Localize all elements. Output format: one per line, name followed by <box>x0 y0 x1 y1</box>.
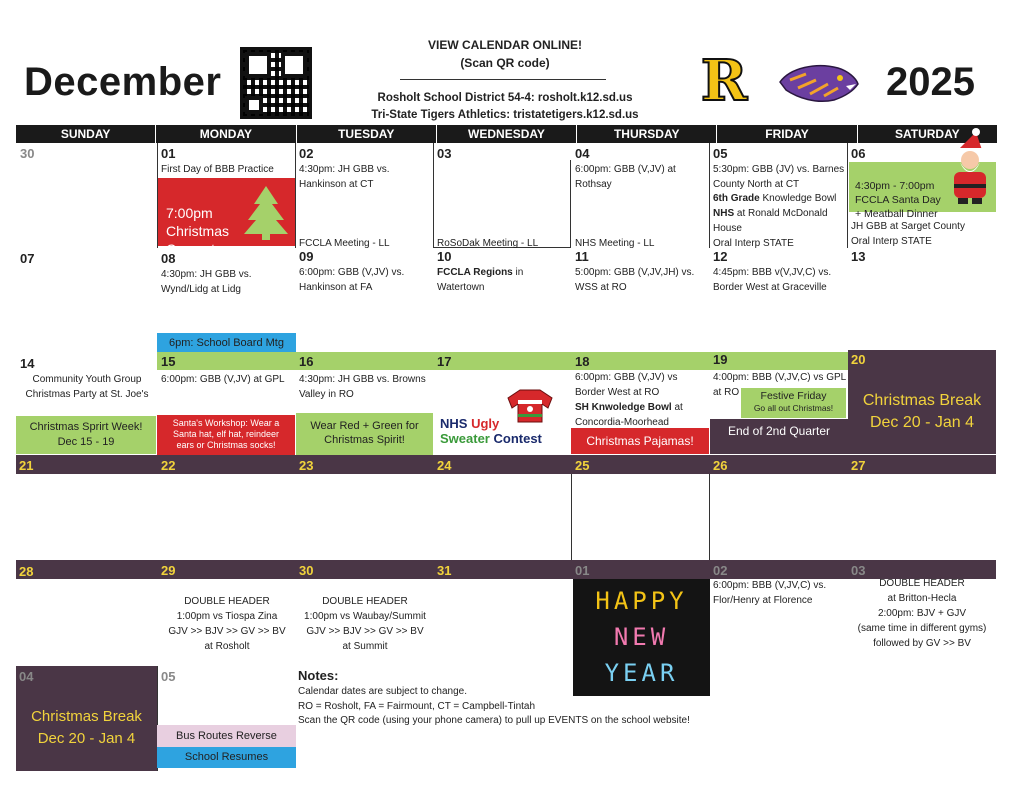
event-text: 6:00pm: GBB (V,JV) at Rothsay <box>575 164 676 190</box>
christmas-break-text: Christmas Break Dec 20 - Jan 4 <box>862 392 982 431</box>
ugly-sweater-icon <box>506 388 554 424</box>
festive-friday-box <box>741 388 846 418</box>
day-num: 14 <box>20 356 35 371</box>
day-num: 16 <box>299 354 314 369</box>
day-num: 03 <box>437 146 452 161</box>
day-num: 27 <box>851 458 866 473</box>
day-num: 21 <box>19 458 34 473</box>
cell-divider <box>295 143 296 248</box>
christmas-break-text: Christmas Break Dec 20 - Jan 4 <box>31 708 142 747</box>
weekday-sunday: SUNDAY <box>16 125 156 143</box>
day-num: 28 <box>19 564 34 579</box>
rosholt-r-logo: R <box>700 48 748 114</box>
day-num: 04 <box>19 669 34 684</box>
notes-line: Scan the QR code (using your phone camera) to pull up EVENTS on the school website! <box>298 715 690 726</box>
event-text-bold: 6th Grade <box>713 193 760 204</box>
event-text: 6:00pm: BBB (V,JV,C) vs. Flor/Henry at Florence <box>713 580 827 606</box>
event-box-christmas-concert <box>158 178 296 257</box>
month-title: December <box>24 60 222 104</box>
santa-icon <box>946 128 994 208</box>
event-text-rest: Knowledge Bowl <box>759 193 837 204</box>
day-num: 22 <box>161 458 176 473</box>
day-num: 29 <box>161 563 176 578</box>
header-divider <box>400 79 606 80</box>
day-num: 02 <box>299 146 314 161</box>
weekday-wednesday: WEDNESDAY <box>437 125 577 143</box>
event-text-bold: NHS <box>713 208 735 219</box>
event-text: 6:00pm: GBB (V,JV) vs Border West at RO <box>575 372 678 398</box>
bus-routes-box: Bus Routes Reverse <box>157 725 296 747</box>
day-num: 24 <box>437 458 452 473</box>
district-link[interactable]: Rosholt School District 54-4: rosholt.k12.sd.us <box>377 92 633 104</box>
event-text: RoSoDak Meeting - LL <box>437 238 539 249</box>
weekday-friday: FRIDAY <box>717 125 857 143</box>
dh-line: at Rosholt <box>204 641 250 652</box>
dh-line: GJV >> BJV >> GV >> BV <box>168 626 286 637</box>
event-text: 4:30pm: JH GBB vs. Wynd/Lidg at Lidg <box>161 269 252 295</box>
event-text: Community Youth Group Christmas Party at St. Joe's <box>25 374 149 400</box>
event-text: 5:30pm: GBB (JV) vs. Barnes County North at CT <box>713 164 845 190</box>
school-board-meeting: 6pm: School Board Mtg <box>157 333 296 353</box>
event-text: 4:00pm: BBB (V,JV,C) vs GPL at RO <box>713 372 846 398</box>
ugly-sweater-text: Ugly <box>471 416 500 431</box>
athletics-link[interactable]: Tri-State Tigers Athletics: tristatetigers.k12.sd.us <box>371 109 639 121</box>
event-text: 4:30pm: JH GBB vs. Hankinson at CT <box>299 164 390 190</box>
ugly-sweater-text: Contest <box>489 431 542 446</box>
day-num: 04 <box>575 146 590 161</box>
day-num: 11 <box>575 249 589 264</box>
red-green-box: Wear Red + Green for Christmas Spirit! <box>296 413 433 455</box>
day-num: 01 <box>575 563 590 578</box>
weekday-saturday: SATURDAY <box>894 127 960 141</box>
event-text: 4:30pm: JH GBB vs. Browns Valley in RO <box>299 374 426 400</box>
dh-line: followed by GV >> BV <box>873 638 971 649</box>
day-num: 17 <box>437 354 452 369</box>
hny-text: NEW <box>613 623 670 651</box>
day-num: 05 <box>161 669 176 684</box>
dh-line: at Summit <box>342 641 388 652</box>
event-text: 6:00pm: GBB (V,JV) vs. Hankinson at FA <box>299 267 405 293</box>
event-text: First Day of BBB Practice <box>161 164 274 175</box>
event-text: Oral Interp STATE <box>851 236 932 247</box>
cell-divider <box>847 143 848 248</box>
dh-line: at Britton-Hecla <box>887 593 957 604</box>
event-text: JH GBB at Sarget County <box>851 221 965 232</box>
dh-line: (same time in different gyms) <box>857 623 987 634</box>
notes-line: RO = Rosholt, FA = Fairmount, CT = Campbell-Tintah <box>298 701 536 712</box>
day-num: 23 <box>299 458 314 473</box>
dh-line: DOUBLE HEADER <box>322 596 408 607</box>
day-num: 01 <box>161 146 176 161</box>
event-text-rest: in Watertown <box>437 267 524 293</box>
event-text-rest: at Concordia-Moorhead <box>575 402 683 428</box>
dh-line: 1:00pm vs Tiospa Zina <box>176 611 278 622</box>
hny-text: YEAR <box>604 659 679 687</box>
cell-divider <box>571 474 572 560</box>
santas-workshop-box: Santa's Workshop: Wear a Santa hat, elf hat, reindeer ears or Christmas socks! <box>157 415 295 455</box>
event-text: FCCLA Meeting - LL <box>299 238 390 249</box>
day-num: 06 <box>851 146 866 161</box>
double-header-tuesday <box>296 594 434 654</box>
event-text: 6:00pm: GBB (V,JV) at GPL <box>161 374 285 385</box>
tiger-logo-icon <box>776 60 860 106</box>
day-num: 26 <box>713 458 728 473</box>
christmas-pajamas-box: Christmas Pajamas! <box>571 428 709 454</box>
ugly-sweater-text: Sweater <box>440 431 490 446</box>
hny-text: HAPPY <box>595 587 688 615</box>
day-num: 18 <box>575 354 590 369</box>
festive-friday-title: Festive Friday <box>760 390 827 402</box>
year-title: 2025 <box>886 60 975 104</box>
double-header-monday <box>158 594 296 654</box>
notes-line: Calendar dates are subject to change. <box>298 686 467 697</box>
dh-line: GJV >> BJV >> GV >> BV <box>306 626 424 637</box>
week3-green-bar <box>157 352 848 370</box>
event-text <box>713 191 847 206</box>
dh-line: 1:00pm vs Waubay/Summit <box>304 611 426 622</box>
cell-divider <box>709 474 710 560</box>
double-header-saturday <box>848 576 996 651</box>
happy-new-year-graphic <box>573 579 710 696</box>
weekday-thursday: THURSDAY <box>577 125 717 143</box>
christmas-tree-icon <box>242 184 290 240</box>
notes-title: Notes: <box>298 668 339 683</box>
ugly-sweater-text: NHS <box>440 416 472 431</box>
qr-code <box>240 47 312 119</box>
event-text: NHS Meeting - LL <box>575 238 655 249</box>
spirit-week-box: Christmas Sprirt Week! Dec 15 - 19 <box>16 416 156 454</box>
event-box-text: 4:30pm - 7:00pm FCCLA Santa Day + Meatball Dinner <box>855 180 941 220</box>
day-num: 20 <box>851 352 866 367</box>
day-num: 12 <box>713 249 728 264</box>
day-num: 15 <box>161 354 176 369</box>
view-calendar-text: VIEW CALENDAR ONLINE! <box>428 38 582 52</box>
dh-line: DOUBLE HEADER <box>879 578 965 589</box>
school-resumes-box: School Resumes <box>157 747 296 768</box>
day-num: 08 <box>161 251 176 266</box>
day-num: 30 <box>299 563 314 578</box>
event-text <box>437 265 573 295</box>
day-num: 05 <box>713 146 728 161</box>
event-text: 4:45pm: BBB v(V,JV,C) vs. Border West at Graceville <box>713 267 832 293</box>
weekday-header <box>16 125 997 143</box>
day-num: 09 <box>299 249 314 264</box>
event-text <box>713 206 847 236</box>
day-num: 25 <box>575 458 590 473</box>
weekday-tuesday: TUESDAY <box>297 125 437 143</box>
cell-divider <box>709 143 710 248</box>
scan-qr-text: (Scan QR code) <box>460 56 550 70</box>
day-num: 02 <box>713 563 728 578</box>
cell-border <box>434 160 571 248</box>
dh-line: DOUBLE HEADER <box>184 596 270 607</box>
event-text: Oral Interp STATE <box>713 238 794 249</box>
dh-line: 2:00pm: BJV + GJV <box>877 608 967 619</box>
day-num: 03 <box>851 563 866 578</box>
festive-friday-sub: Go all out Christmas! <box>753 403 834 413</box>
event-text-rest: at Ronald McDonald House <box>713 208 828 234</box>
day-num: 13 <box>851 249 866 264</box>
day-num: 10 <box>437 249 452 264</box>
day-num: 07 <box>20 251 35 266</box>
day-num: 19 <box>713 352 728 367</box>
event-text-bold: SH Knwoledge Bowl <box>575 402 672 413</box>
event-text: 5:00pm: GBB (V,JV,JH) vs. WSS at RO <box>575 267 695 293</box>
event-box-text: 7:00pm Christmas Concert <box>166 205 230 257</box>
day-num: 30 <box>20 146 35 161</box>
end-of-quarter-box: End of 2nd Quarter <box>710 419 848 454</box>
event-text-bold: FCCLA Regions <box>437 267 513 278</box>
day-num: 31 <box>437 563 452 578</box>
event-text <box>575 400 707 430</box>
weekday-monday: MONDAY <box>156 125 296 143</box>
